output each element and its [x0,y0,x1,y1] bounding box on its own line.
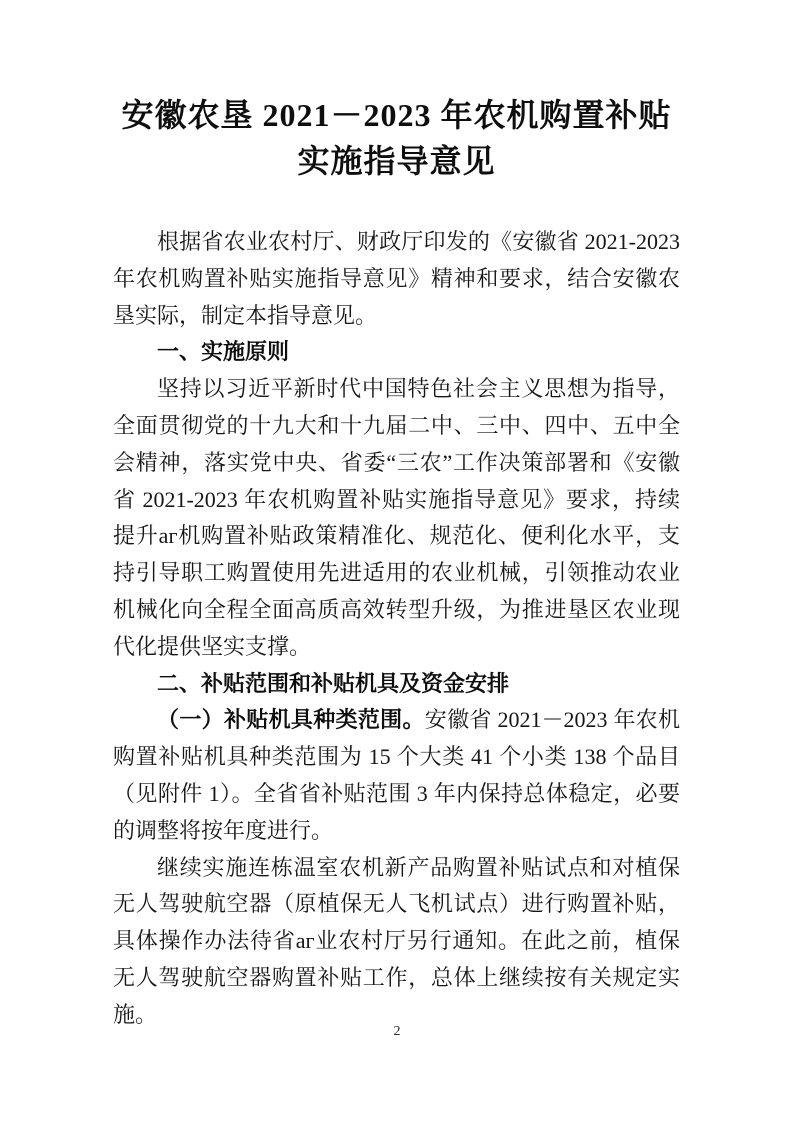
document-body [113,224,680,1034]
paragraph-subsidy-scope [113,702,680,849]
paragraph-pilot-programs: 继续实施连栋温室农机新产品购置补贴试点和对植保无人驾驶航空器（原植保无人飞机试点）进行购置补贴，具体操作办法待省аг业农村厅另行通知。在此之前，植保无人驾驶航空器购置补贴工作，总体上继续按有关规定实施。 [113,854,680,1027]
document-title-line-1: 安徽农垦 2021－2023 年农机购置补贴 [121,97,672,133]
page-number: 2 [393,1024,401,1039]
document-title-line-2: 实施指导意见 [297,143,496,179]
paragraph-subsidy-scope-text: 安徽省 2021－2023 年农机购置补贴机具种类范围为 15 个大类 41 个小类 138 个品目（见附件 1）。全省省补贴范围 3 年内保持总体稳定，必要的调整将按年度进行。 [113,707,680,843]
section-heading-1: 一、实施原则 [157,339,290,365]
paragraph-intro: 根据省农业农村厅、财政厅印发的《安徽省 2021-2023 年农机购置补贴实施指导意见》精神和要求，结合安徽农垦实际，制定本指导意见。 [113,229,680,328]
document-title [113,92,680,184]
subsection-heading-lead: （一）补贴机具种类范围。 [157,707,425,733]
paragraph-principles: 坚持以习近平新时代中国特色社会主义思想为指导，全面贯彻党的十九大和十九届二中、三中、四中、五中全会精神，落实党中央、省委“三农”工作决策部署和《安徽省 2021-2023 年农机购置补贴实施指导意见》要求，持续提升аг机购置补贴政策精准化、规范化、便利化水平，支持引导职工购置使用先进适用的农业机械，引领推动农业机械化向全程全面高质高效转型升级，为推进垦区农业现代化提供坚实支撑。 [113,376,680,659]
section-heading-2: 二、补贴范围和补贴机具及资金安排 [157,670,510,696]
